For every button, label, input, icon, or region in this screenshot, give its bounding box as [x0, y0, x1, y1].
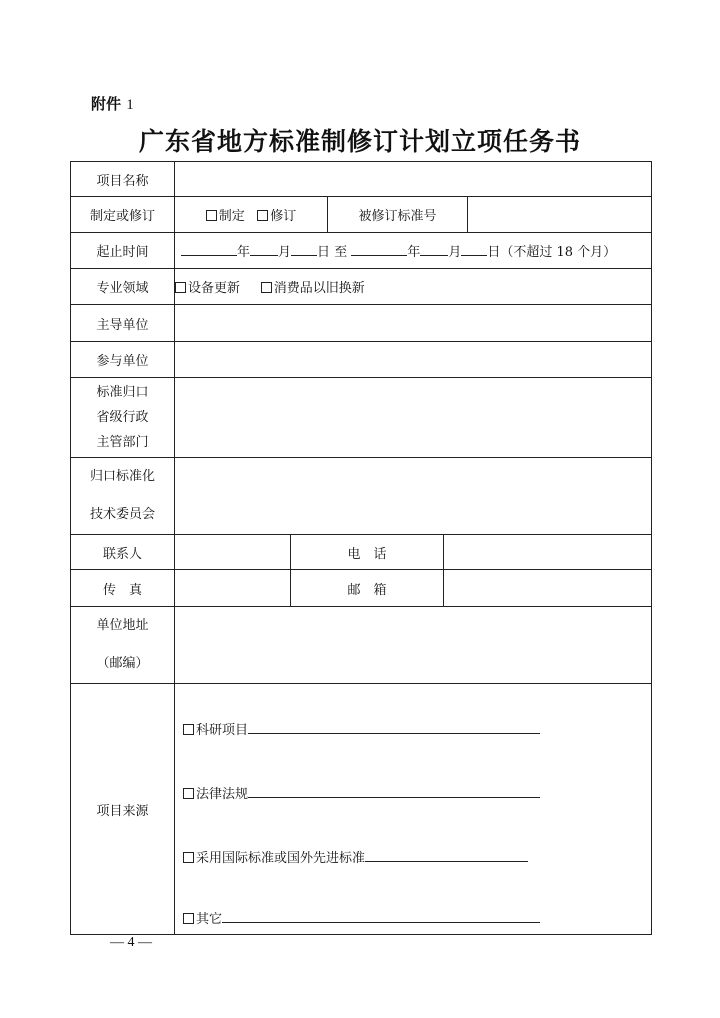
- type-options: [175, 197, 328, 233]
- checkbox-trade-in[interactable]: [261, 282, 272, 293]
- checkbox-intl[interactable]: [183, 852, 194, 863]
- participants-label: 参与单位: [71, 342, 175, 378]
- participants-field[interactable]: [175, 342, 652, 378]
- address-field[interactable]: [175, 607, 652, 684]
- type-label: 制定或修订: [71, 197, 175, 233]
- fax-field[interactable]: [175, 570, 291, 607]
- fax-label: 传 真: [71, 570, 175, 607]
- source-options: [175, 684, 652, 935]
- email-label: 邮 箱: [291, 570, 444, 607]
- lead-unit-label: 主导单位: [71, 305, 175, 342]
- dept-field[interactable]: [175, 378, 652, 458]
- row-contact: [71, 535, 652, 570]
- committee-field[interactable]: [175, 458, 652, 535]
- row-period: [71, 233, 652, 269]
- checkbox-revise-label: 修订: [270, 209, 297, 224]
- law-input-line[interactable]: [248, 783, 540, 798]
- project-name-label: 项目名称: [71, 162, 175, 197]
- project-name-field[interactable]: [175, 162, 652, 197]
- row-field: [71, 269, 652, 305]
- checkbox-law[interactable]: [183, 788, 194, 799]
- address-label: 单位地址 （邮编）: [71, 607, 175, 684]
- contact-field[interactable]: [175, 535, 291, 570]
- checkbox-revise[interactable]: [257, 210, 268, 221]
- attachment-label: 附件 1: [91, 95, 134, 113]
- source-law: 法律法规: [183, 783, 540, 802]
- row-type: [71, 197, 652, 233]
- row-source: [71, 684, 652, 935]
- email-field[interactable]: [444, 570, 652, 607]
- revised-standard-field[interactable]: [468, 197, 652, 233]
- document-title: 广东省地方标准制修订计划立项任务书: [138, 127, 581, 156]
- lead-unit-field[interactable]: [175, 305, 652, 342]
- row-lead-unit: [71, 305, 652, 342]
- checkbox-research[interactable]: [183, 724, 194, 735]
- row-fax: [71, 570, 652, 607]
- row-address: [71, 607, 652, 684]
- dept-label: 标准归口 省级行政 主管部门: [71, 378, 175, 458]
- page-number: — 4 —: [110, 935, 152, 950]
- row-participants: [71, 342, 652, 378]
- source-other: 其它: [183, 908, 540, 927]
- committee-label: 归口标准化 技术委员会: [71, 458, 175, 535]
- contact-label: 联系人: [71, 535, 175, 570]
- phone-field[interactable]: [444, 535, 652, 570]
- source-intl: 采用国际标准或国外先进标准: [183, 847, 528, 866]
- source-research: 科研项目: [183, 719, 540, 738]
- checkbox-formulate[interactable]: [206, 210, 217, 221]
- other-input-line[interactable]: [222, 908, 540, 923]
- row-project-name: [71, 162, 652, 197]
- application-form-table: [70, 161, 652, 935]
- research-input-line[interactable]: [248, 719, 540, 734]
- checkbox-other[interactable]: [183, 913, 194, 924]
- field-options: 设备更新 消费品以旧换新: [175, 269, 652, 305]
- row-committee: [71, 458, 652, 535]
- row-dept: [71, 378, 652, 458]
- period-label: 起止时间: [71, 233, 175, 269]
- field-label: 专业领域: [71, 269, 175, 305]
- intl-input-line[interactable]: [365, 847, 528, 862]
- phone-label: 电 话: [291, 535, 444, 570]
- checkbox-formulate-label: 制定: [218, 209, 245, 224]
- source-label: 项目来源: [71, 684, 175, 935]
- checkbox-equipment-update[interactable]: [175, 282, 186, 293]
- period-field[interactable]: 年 月 日 至 年 月 日（不超过 18 个月）: [175, 233, 652, 269]
- revised-standard-label: 被修订标准号: [328, 197, 468, 233]
